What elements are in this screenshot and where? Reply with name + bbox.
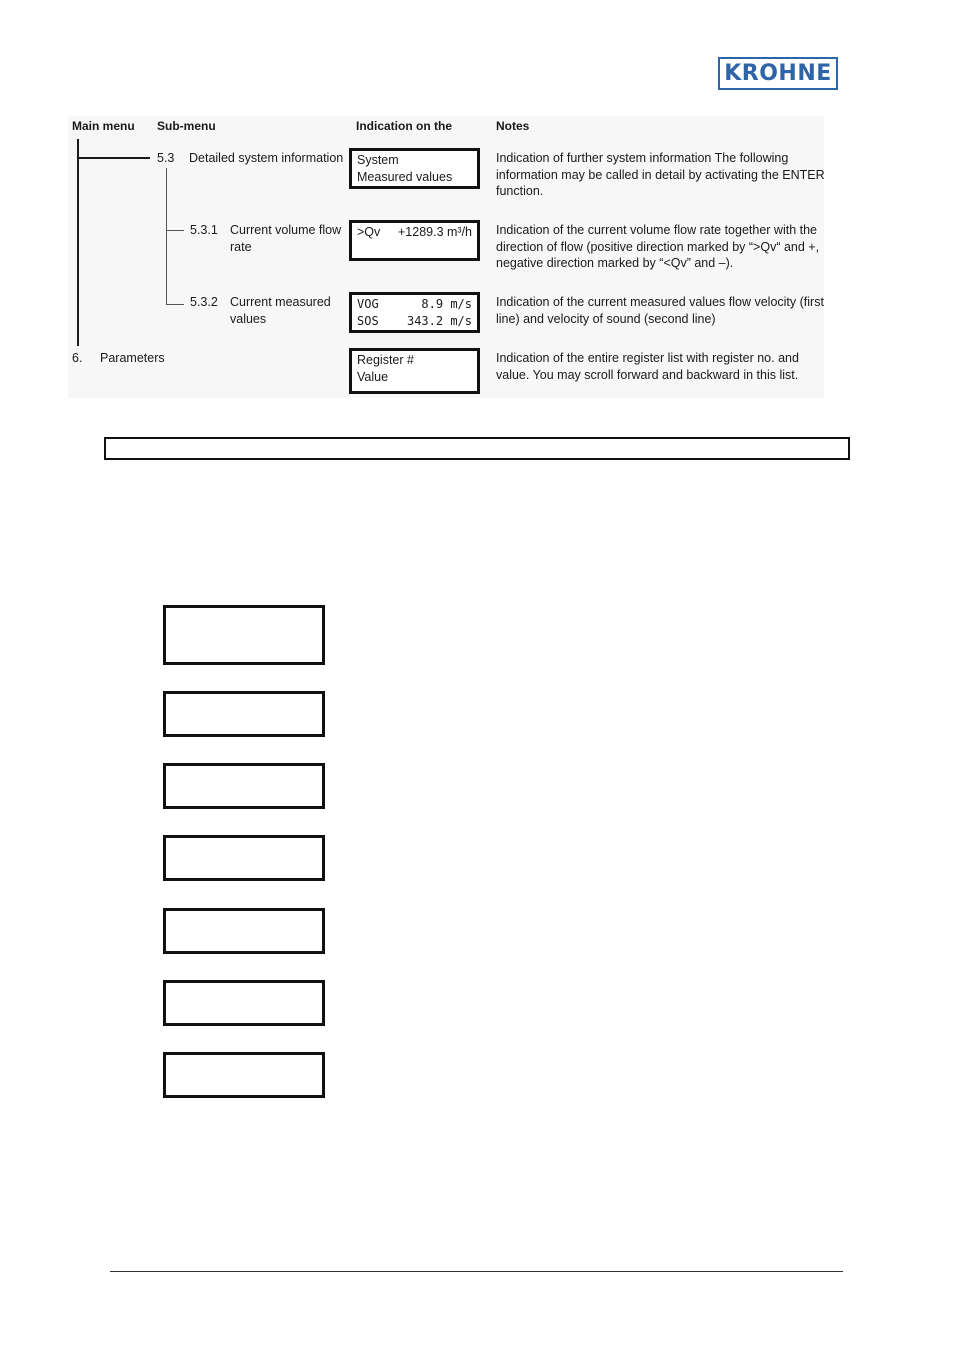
logo-text: KROHNE (724, 61, 832, 86)
row-note: Indication of the entire register list with register no. and value. You may scroll forward and backward in this list. (496, 351, 799, 382)
row-label: Parameters (100, 351, 165, 365)
column-header-main-menu: Main menu (72, 119, 135, 133)
main-menu-tree-line (77, 139, 79, 346)
row-note: Indication of further system information The following information may be called in detail by activating the ENTER function. (496, 151, 825, 198)
row-label: Current volume flow rate (230, 223, 342, 254)
empty-display-box (163, 908, 325, 954)
column-header-indication: Indication on the (356, 119, 452, 133)
tree-branch-5-3-2 (166, 304, 184, 305)
empty-display-box (163, 691, 325, 737)
display-box (349, 148, 480, 189)
row-number: 5.3.1 (190, 223, 218, 237)
display-left: SOS (357, 313, 379, 328)
row-note: Indication of the current volume flow rate together with the direction of flow (positive direction marked by “>Qv“ and +, negative direction marked by “<Qv” and –). (496, 223, 820, 270)
empty-display-box (163, 763, 325, 809)
display-line-1: System (357, 153, 399, 167)
display-box (349, 348, 480, 394)
row-number: 5.3.2 (190, 295, 218, 309)
footer-divider (110, 1271, 843, 1272)
column-header-notes: Notes (496, 119, 530, 133)
display-box (349, 220, 480, 261)
display-right: +1289.3 m³/h (397, 225, 472, 239)
row-note: Indication of the current measured values flow velocity (first line) and velocity of sound (second line) (496, 295, 824, 326)
display-line-1: Register # (357, 353, 414, 367)
display-line-2: Value (357, 369, 389, 384)
column-header-sub-menu: Sub-menu (157, 119, 216, 133)
tree-branch-5-3 (77, 157, 150, 159)
row-label: Detailed system information (189, 151, 344, 165)
display-box (349, 292, 480, 333)
tree-branch-5-3-1 (166, 230, 184, 231)
display-left: VOG (357, 297, 379, 311)
empty-display-box (163, 980, 325, 1026)
sub-menu-tree-line (166, 168, 167, 305)
empty-display-box (163, 835, 325, 881)
row-number: 5.3 (157, 151, 175, 165)
brand-logo (718, 57, 838, 90)
row-label: Current measured values (230, 295, 331, 326)
display-line-2: Measured values (357, 169, 453, 184)
empty-display-box (163, 1052, 325, 1098)
empty-display-box (163, 605, 325, 665)
empty-note-box (104, 437, 850, 460)
row-number: 6. (72, 351, 83, 365)
display-right: 343.2 m/s (406, 313, 472, 328)
display-left: >Qv (357, 225, 381, 239)
display-right: 8.9 m/s (421, 297, 472, 311)
